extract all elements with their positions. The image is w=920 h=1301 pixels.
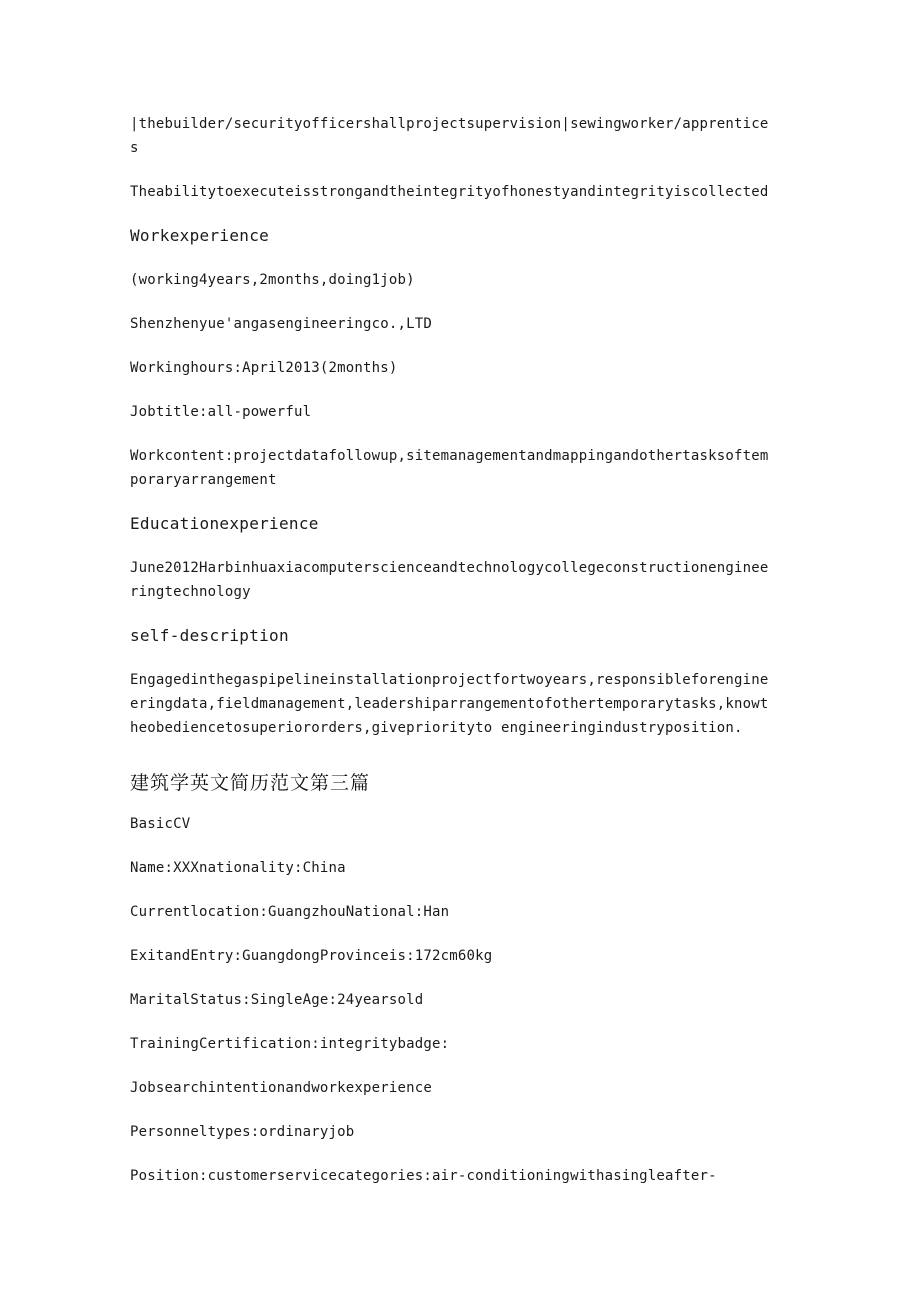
job-search-line: Jobsearchintentionandworkexperience	[130, 1080, 433, 1096]
work-summary: (working4years,2months,doing1job)	[130, 272, 415, 288]
personnel-types-line: Personneltypes:ordinaryjob	[130, 1124, 355, 1140]
training-certification-line: TrainingCertification:integritybadge:	[130, 1036, 450, 1052]
company-name: Shenzhenyue'angasengineeringco.,LTD	[130, 316, 433, 332]
working-hours: Workinghours:April2013(2months)	[130, 360, 398, 376]
marital-status-line: MaritalStatus:SingleAge:24yearsold	[130, 992, 424, 1008]
intro-line: |thebuilder/securityofficershallprojectsupervision|sewingworker/apprentices	[130, 116, 769, 156]
basic-cv-heading: BasicCV	[130, 816, 191, 832]
work-experience-heading: Workexperience	[130, 226, 270, 245]
education-heading: Educationexperience	[130, 514, 319, 533]
location-line: Currentlocation:GuangzhouNational:Han	[130, 904, 450, 920]
self-description-heading: self-description	[130, 626, 289, 645]
self-description-text: Engagedinthegaspipelineinstallationprojectfortwoyears,responsibleforengineeringdata,fieldmanagement,leadershiparrangementofothertemporarytasks,knowtheobediencetosuperiororders,givepriorityto engineeringindustryposition.	[130, 672, 769, 736]
education-entry: June2012Harbinhuaxiacomputerscienceandtechnologycollegeconstructionengineeringtechnology	[130, 560, 769, 600]
work-content: Workcontent:projectdatafollowup,sitemanagementandmappingandothertasksoftemporaryarrangement	[130, 448, 769, 488]
section-title: 建筑学英文简历范文第三篇	[130, 772, 371, 794]
exit-entry-line: ExitandEntry:GuangdongProvinceis:172cm60kg	[130, 948, 493, 964]
intro-ability: Theabilitytoexecuteisstrongandtheintegrityofhonestyandintegrityiscollected	[130, 184, 769, 200]
name-line: Name:XXXnationality:China	[130, 860, 346, 876]
position-line: Position:customerservicecategories:air-conditioningwithasingleafter-	[130, 1168, 717, 1184]
job-title: Jobtitle:all-powerful	[130, 404, 312, 420]
document-body	[130, 112, 770, 1208]
